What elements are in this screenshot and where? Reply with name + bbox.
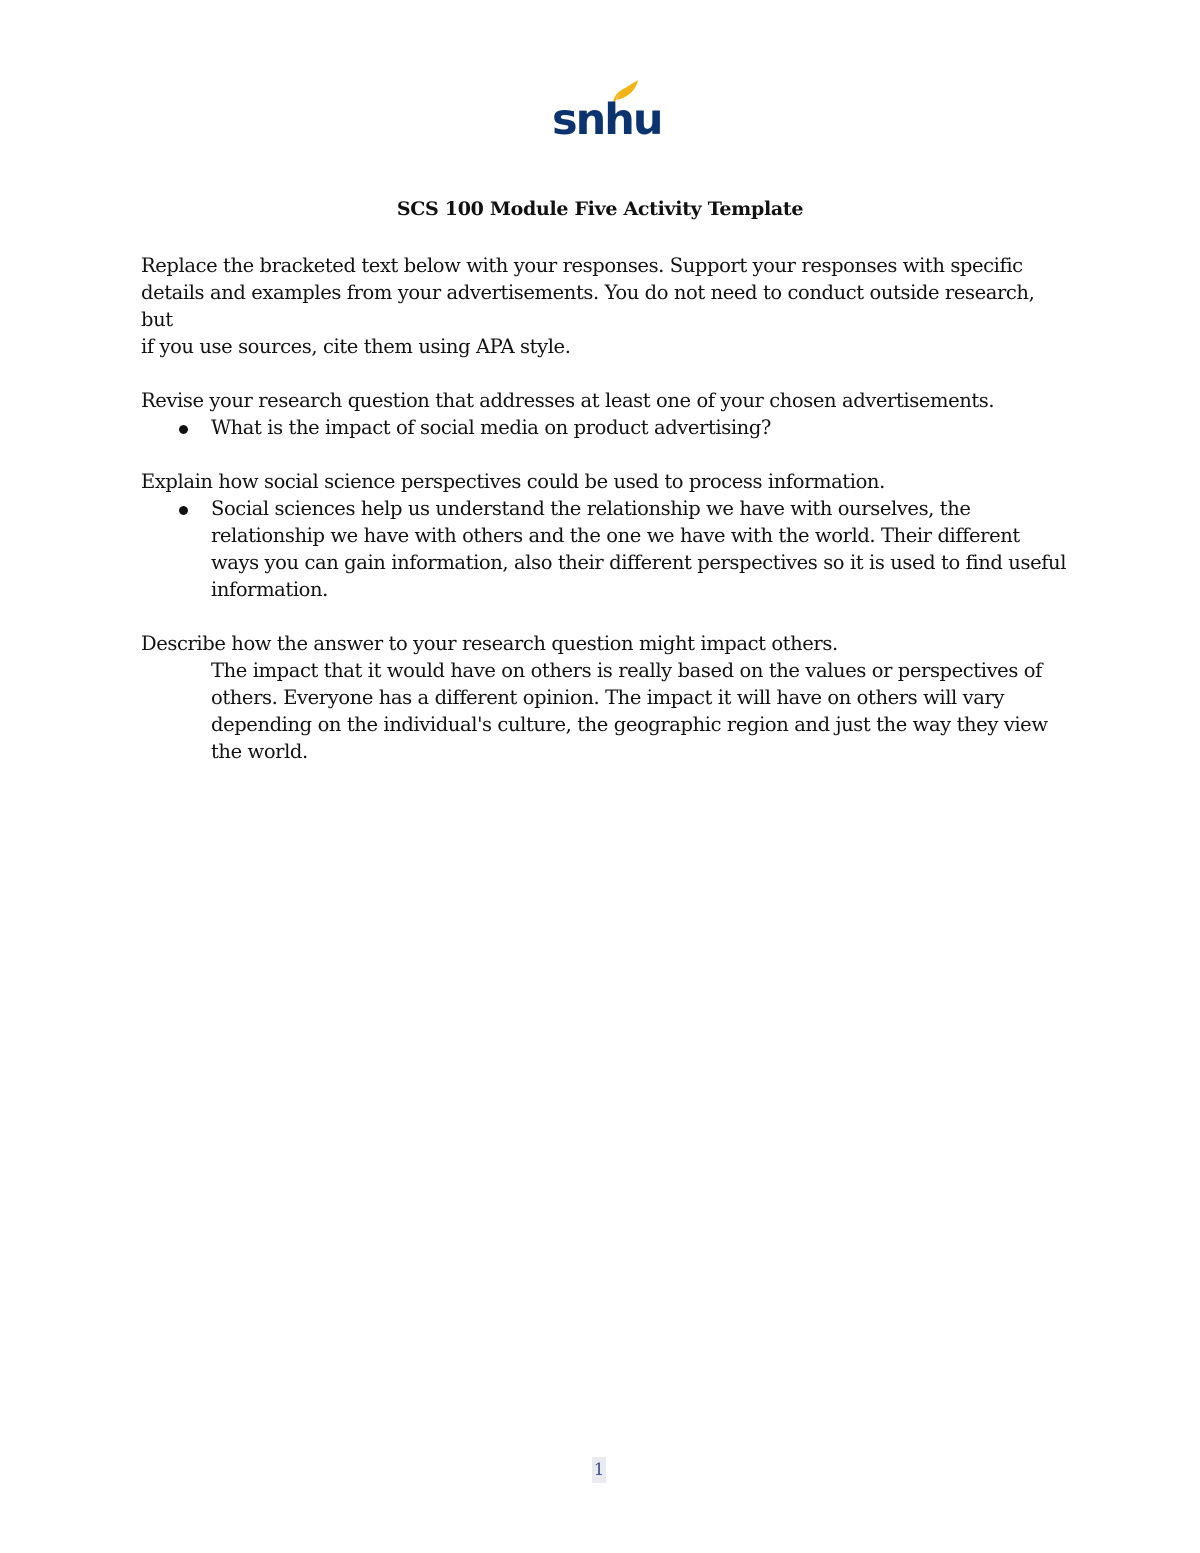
document-title: SCS 100 Module Five Activity Template [396,198,804,220]
page-number: 1 [592,1457,606,1483]
section1-prompt: Revise your research question that addresses at least one of your chosen advertisements. [141,389,995,412]
intro-line: details and examples from your advertisements. You do not need to conduct outside research, but [141,281,1035,331]
section2-bullet-line: ways you can gain information, also their different perspectives so it is used to find useful [211,551,1067,574]
section2-prompt: Explain how social science perspectives could be used to process information. [141,470,885,493]
section3-response [141,657,1071,765]
section3-response-line: the world. [211,740,308,763]
section2-bullet-line: Social sciences help us understand the relationship we have with ourselves, the [211,497,971,520]
intro-line: Replace the bracketed text below with your responses. Support your responses with specific [141,254,1023,277]
logo-wordmark: snhu [552,95,662,145]
bullet-icon [179,506,188,515]
section3-prompt: Describe how the answer to your research question might impact others. [141,632,838,655]
section2-bullet [141,495,1071,603]
section1-bullet [141,414,1071,441]
section3-response-line: The impact that it would have on others is really based on the values or perspectives of [211,659,1042,682]
section1-bullet-text: What is the impact of social media on product advertising? [211,416,771,439]
section2-bullet-line: relationship we have with others and the one we have with the world. Their different [211,524,1020,547]
section3-response-line: others. Everyone has a different opinion. The impact it will have on others will vary [211,686,1005,709]
document-body [141,252,1071,765]
section3-response-line: depending on the individual's culture, the geographic region and just the way they view [211,713,1048,736]
section2-bullet-line: information. [211,578,328,601]
bullet-icon [179,425,188,434]
intro-line: if you use sources, cite them using APA style. [141,335,571,358]
snhu-logo [552,78,662,145]
